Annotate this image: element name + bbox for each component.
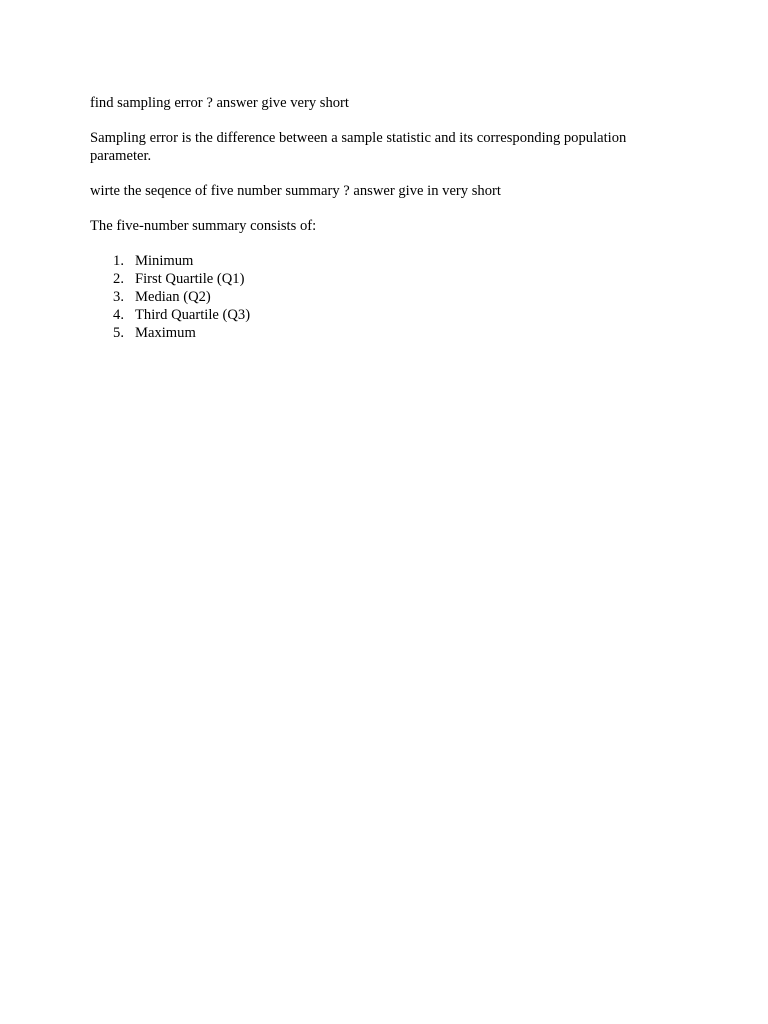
document-page (90, 94, 680, 342)
list-item-number: 1. (113, 253, 124, 269)
list-item-number: 4. (113, 307, 124, 323)
list-item-number: 2. (113, 271, 124, 287)
list-item (90, 288, 680, 306)
list-item (90, 324, 680, 342)
five-number-summary-list (90, 252, 680, 342)
list-item-text: Maximum (135, 325, 196, 341)
list-item-text: Median (Q2) (135, 289, 211, 305)
question-1: find sampling error ? answer give very short (90, 95, 349, 111)
answer-2-intro: The five-number summary consists of: (90, 218, 317, 234)
list-item (90, 306, 680, 324)
list-item-text: Third Quartile (Q3) (135, 307, 251, 323)
question-2: wirte the seqence of five number summary ? answer give in very short (90, 183, 501, 199)
list-item-number: 5. (113, 325, 124, 341)
list-item-text: Minimum (135, 253, 194, 269)
answer-1: Sampling error is the difference between a sample statistic and its corresponding population parameter. (90, 130, 627, 164)
list-item (90, 252, 680, 270)
list-item-number: 3. (113, 289, 124, 305)
list-item-text: First Quartile (Q1) (135, 271, 245, 287)
list-item (90, 270, 680, 288)
